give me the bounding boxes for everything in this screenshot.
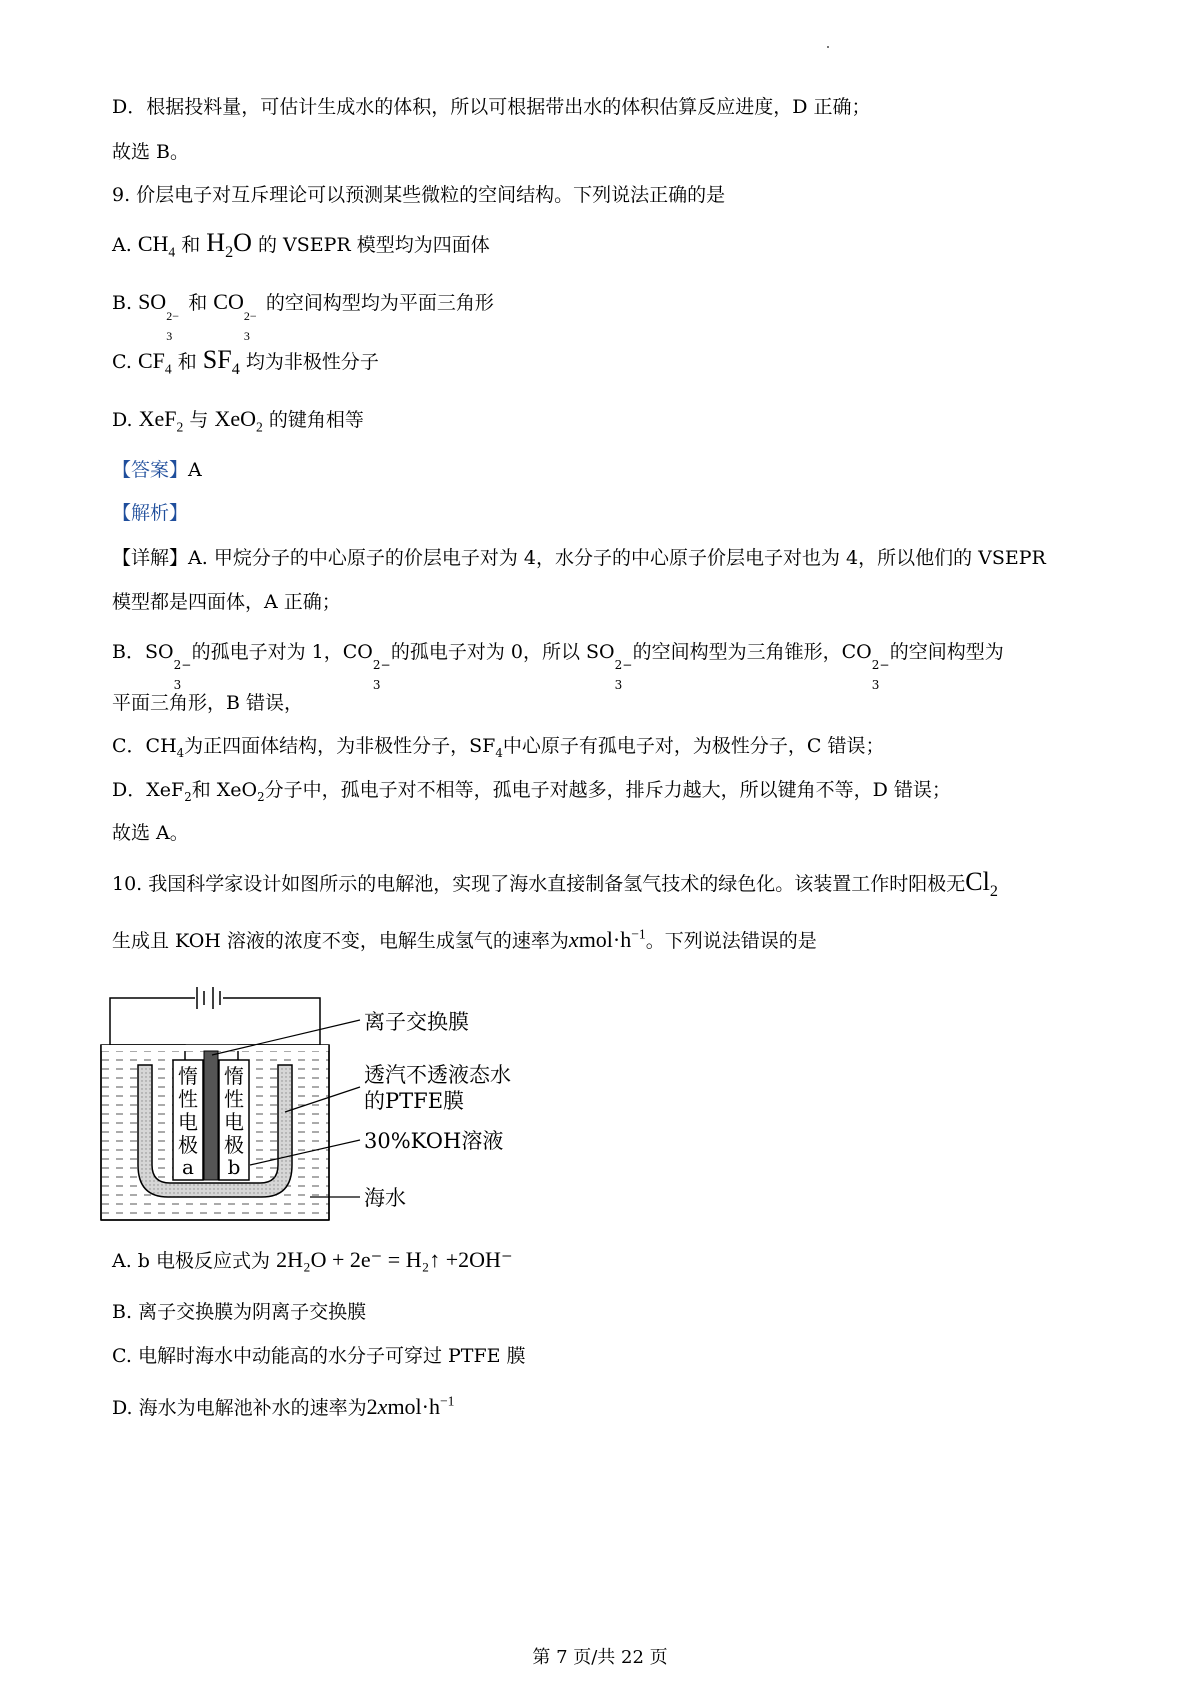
detail-b-line2: 平面三角形，B 错误， [112, 692, 304, 714]
q10-option-b [112, 1297, 1110, 1327]
q9-choose: 故选 A。 [112, 822, 189, 844]
q10-stem-line2 [112, 925, 1110, 956]
q10-stem2: 生成且 KOH 溶液的浓度不变，电解生成氢气的速率为 [112, 930, 569, 952]
ion-sub: 3 [173, 678, 182, 692]
q10-cl-sub: 2 [989, 883, 998, 901]
q10-rate-sup: −1 [631, 926, 646, 942]
q9-c-tail: 均为非极性分子 [245, 351, 379, 373]
q10-rate-unit: mol·h [578, 927, 632, 952]
q9-a-f2b: O [233, 228, 252, 257]
q10-a-label: A. b 电极反应式为 [112, 1250, 271, 1272]
q10-a-equation: 2H₂O + 2e⁻ = H₂↑ +2OH⁻ [276, 1247, 513, 1272]
electrode-b-char-1: 惰 [224, 1064, 244, 1088]
electrode-b-char-2: 性 [224, 1087, 244, 1111]
ion-sub: 3 [372, 678, 381, 692]
label-ptfe-line1: 透汽不透液态水 [364, 1063, 511, 1087]
detail-c-2: 为正四面体结构，为非极性分子，SF [184, 735, 496, 757]
q10-stem1: 10. 我国科学家设计如图所示的电解池，实现了海水直接制备氢气技术的绿色化。该装置工作时阳极无 [112, 873, 966, 895]
detail-b-prefix: B． [112, 641, 145, 663]
q10-d-sup: −1 [440, 1393, 455, 1409]
q9-d-mid: 与 [189, 409, 209, 431]
detail-b-so: SO [586, 641, 615, 663]
detail-c-sub1: 4 [176, 745, 185, 760]
electrode-a-char-3: 电 [178, 1110, 198, 1134]
q10-b-text: 离子交换膜为阴离子交换膜 [138, 1301, 367, 1323]
q9-c-f2: SF [202, 345, 232, 374]
page-footer: 第 7 页/共 22 页 [532, 1647, 668, 1668]
ion-exchange-membrane [204, 1051, 218, 1180]
detail-c-line [112, 731, 1110, 761]
q10-rate-x: x [568, 927, 579, 952]
prev-choose: 故选 B。 [112, 141, 190, 163]
detail-d-2: 和 XeO [191, 779, 258, 801]
q10-d-text: 海水为电解池补水的速率为 [138, 1397, 367, 1419]
q9-b-f2-sub: 3 [243, 329, 250, 343]
electrode-a-char-1: 惰 [178, 1064, 198, 1088]
q9-b-f1: SO [138, 289, 167, 314]
q9-a-f2a: H [206, 228, 226, 257]
q9-b-f1-sup: 2− [166, 309, 179, 323]
q10-d-x: x [377, 1394, 388, 1419]
answer-value: A [188, 459, 202, 481]
detail-a-line1 [112, 543, 1110, 573]
detail-d-3: 分子中，孤电子对不相等，孤电子对越多，排斥力越大，所以键角不等，D 错误； [264, 779, 951, 801]
detail-b-3: 的孤电子对为 0，所以 [390, 641, 586, 663]
detail-b-2: 的孤电子对为 1， [191, 641, 343, 663]
q9-option-d [112, 404, 1110, 435]
detail-b-co: CO [342, 641, 373, 663]
q9-d-label: D. [112, 409, 133, 431]
q9-b-f1-sub: 3 [166, 329, 173, 343]
detail-c-1: C．CH [112, 735, 177, 757]
q9-d-f1: XeF [138, 406, 177, 431]
q9-stem: 9. 价层电子对互斥理论可以预测某些微粒的空间结构。下列说法正确的是 [112, 184, 726, 206]
q10-d-val: 2 [366, 1394, 378, 1419]
q10-stem-line1 [112, 867, 1110, 899]
q9-option-c [112, 345, 1110, 377]
ion-sup: 2− [871, 658, 890, 672]
detail-b-4: 的空间构型为三角锥形， [632, 641, 842, 663]
q10-cl: Cl [965, 867, 990, 896]
electrode-b-char-5: b [227, 1155, 241, 1179]
q9-option-b [112, 287, 1110, 343]
q9-b-f2: CO [213, 289, 244, 314]
detail-b-line1 [112, 637, 1110, 692]
detail-d-sub1: 2 [184, 789, 192, 804]
q9-d-f1-sub: 2 [176, 419, 184, 435]
detail-d-1: D．XeF [112, 779, 185, 801]
label-seawater: 海水 [364, 1186, 406, 1210]
electrode-a-char-4: 极 [178, 1133, 198, 1157]
electrode-a-char-5: a [182, 1155, 194, 1179]
q9-b-mid: 和 [188, 292, 208, 314]
q9-c-mid: 和 [177, 351, 197, 373]
ion-sub: 3 [871, 678, 880, 692]
q9-b-label: B. [112, 292, 133, 314]
scan-dot [827, 46, 829, 48]
q9-b-tail: 的空间构型均为平面三角形 [265, 292, 494, 314]
detail-tag: 【详解】 [112, 547, 189, 569]
detail-a1: A. 甲烷分子的中心原子的价层电子对为 4，水分子的中心原子价层电子对也为 4，所以他们的 VSEPR [188, 547, 1046, 569]
q9-a-f2-sub: 2 [225, 244, 234, 262]
q9-d-f2-sub: 2 [256, 419, 263, 435]
detail-c-sub2: 4 [495, 745, 503, 760]
q9-a-label: A. [112, 234, 132, 256]
q9-d-f2: XeO [214, 406, 257, 431]
label-koh: 30%KOH溶液 [364, 1129, 504, 1153]
battery-icon [197, 987, 220, 1009]
q10-option-c [112, 1341, 1110, 1371]
q10-c-text: 电解时海水中动能高的水分子可穿过 PTFE 膜 [137, 1345, 526, 1367]
q9-c-f1-sub: 4 [164, 361, 172, 377]
detail-b-so: SO [144, 641, 174, 663]
q9-c-f2-sub: 4 [231, 361, 240, 379]
electrode-b-char-3: 电 [224, 1110, 244, 1134]
q9-answer [112, 455, 1110, 485]
answer-tag: 【答案】 [112, 459, 189, 481]
detail-d-sub2: 2 [257, 789, 265, 804]
q9-c-label: C. [112, 351, 132, 373]
q10-c-label: C. [112, 1345, 132, 1367]
prev-option-d: D．根据投料量，可估计生成水的体积，所以可根据带出水的体积估算反应进度，D 正确； [112, 96, 871, 118]
detail-d-line [112, 775, 1110, 805]
q10-stem2-tail: 。下列说法错误的是 [645, 930, 817, 952]
q10-option-d [112, 1392, 1110, 1423]
q9-option-a [112, 228, 1110, 260]
label-ion-exchange-membrane: 离子交换膜 [364, 1010, 469, 1034]
electrode-a-char-2: 性 [178, 1087, 198, 1111]
q10-option-a [112, 1245, 1110, 1276]
detail-a-line2: 模型都是四面体，A 正确； [112, 591, 341, 613]
ion-sup: 2− [614, 658, 633, 672]
electrode-b-char-4: 极 [224, 1133, 244, 1157]
analysis-tag: 【解析】 [112, 502, 189, 524]
q9-d-tail: 的键角相等 [268, 409, 364, 431]
label-ptfe-line2: 的PTFE膜 [364, 1089, 465, 1113]
q9-a-mid: 和 [181, 234, 201, 256]
q10-b-label: B. [112, 1301, 133, 1323]
detail-b-5: 的空间构型为 [889, 641, 1004, 663]
detail-c-3: 中心原子有孤电子对，为极性分子，C 错误； [502, 735, 885, 757]
electrolysis-figure [100, 975, 560, 1230]
q10-d-unit: mol·h [387, 1394, 440, 1419]
q9-a-f1-sub: 4 [168, 244, 176, 260]
ion-sup: 2− [372, 658, 391, 672]
q10-d-label: D. [112, 1397, 133, 1419]
ion-sup: 2− [173, 658, 192, 672]
q9-a-tail: 的 VSEPR 模型均为四面体 [257, 234, 490, 256]
q9-a-f1: CH [137, 231, 169, 256]
detail-b-co: CO [841, 641, 872, 663]
ion-sub: 3 [614, 678, 623, 692]
q9-c-f1: CF [137, 348, 165, 373]
q9-b-f2-sup: 2− [243, 309, 257, 323]
